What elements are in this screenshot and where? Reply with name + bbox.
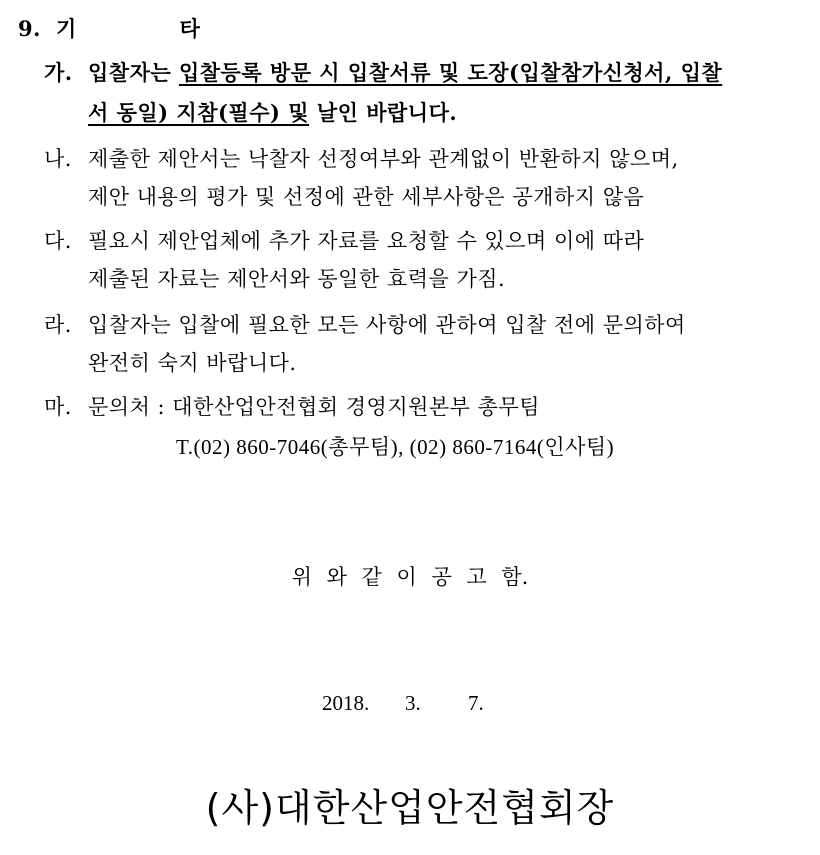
item-mark: 다. [44, 229, 72, 253]
item-line [88, 98, 457, 128]
section-number: 9. [18, 16, 41, 41]
phone-numbers: T.(02) 860-7046(총무팀), (02) 860-7164(인사팀) [176, 435, 615, 459]
date-year: 2018. [322, 691, 370, 715]
item-text: 입찰자는 [88, 60, 179, 85]
underlined-text: 서 동일) 지참(필수) 및 [88, 100, 310, 125]
issuer-signature: (사)대한산업안전협회장 [205, 786, 615, 830]
item-mark: 마. [44, 395, 72, 419]
date-day: 7. [468, 691, 484, 715]
item-line: 입찰자는 입찰에 필요한 모든 사항에 관하여 입찰 전에 문의하여 [88, 313, 686, 337]
item-mark: 나. [44, 147, 72, 171]
item-mark: 라. [44, 313, 72, 337]
underlined-text: 입찰등록 방문 시 입찰서류 및 도장(입찰참가신청서, 입찰 [178, 60, 723, 85]
item-line: 제출된 자료는 제안서와 동일한 효력을 가짐. [88, 267, 506, 291]
date-month: 3. [405, 691, 421, 715]
item-text: 날인 바랍니다. [309, 100, 458, 125]
item-mark: 가. [44, 60, 73, 85]
item-line: 필요시 제안업체에 추가 자료를 요청할 수 있으며 이에 따라 [88, 229, 645, 253]
item-line: 제안 내용의 평가 및 선정에 관한 세부사항은 공개하지 않음 [88, 185, 645, 209]
section-title: 기 타 [56, 16, 248, 41]
item-line [88, 58, 722, 88]
item-line: 제출한 제안서는 낙찰자 선정여부와 관계없이 반환하지 않으며, [88, 147, 679, 171]
closing-statement: 위 와 같 이 공 고 함. [291, 565, 529, 589]
item-line: 완전히 숙지 바랍니다. [88, 351, 297, 375]
contact-info: 문의처 : 대한산업안전협회 경영지원본부 총무팀 [88, 395, 540, 419]
